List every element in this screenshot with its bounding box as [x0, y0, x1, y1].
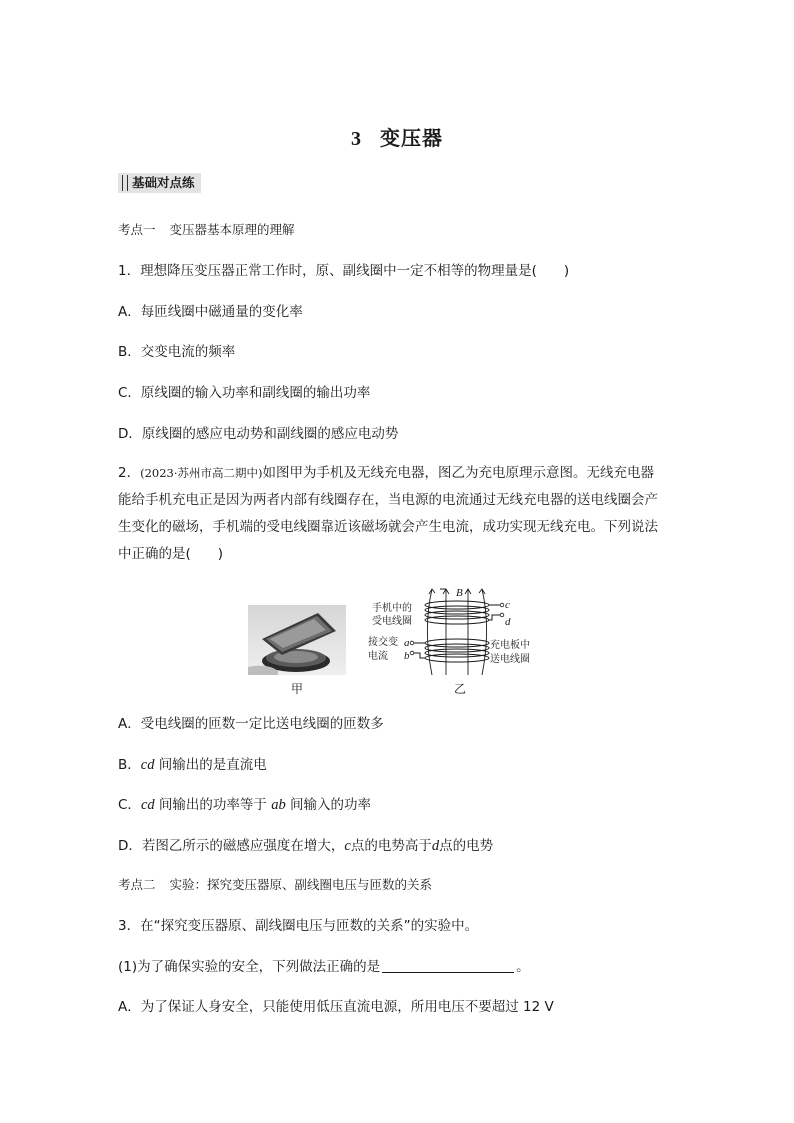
label-B: B [456, 587, 463, 599]
figure-yi [368, 585, 538, 675]
q2-option-b-var: cd [140, 757, 155, 773]
q2-option-c-var1: cd [140, 797, 155, 813]
q2-option-b-text: 间输出的是直流电 [158, 757, 267, 773]
badge-label: 基础对点练 [132, 175, 195, 190]
title-text: 变压器 [380, 126, 443, 150]
label-pad-1: 充电板中 [490, 640, 530, 651]
label-pad-2: 送电线圈 [490, 654, 530, 665]
q3-sub1-end: 。 [516, 959, 530, 975]
q2-number: 2． [118, 465, 141, 481]
coil-diagram [368, 585, 538, 675]
title-number: 3 [351, 128, 362, 150]
q3-sub1 [118, 957, 530, 977]
q1-option-d: D．原线圈的感应电动势和副线圈的感应电动势 [118, 426, 399, 442]
q2-option-b [118, 755, 267, 775]
q2-line3: 生变化的磁场，手机端的受电线圈靠近该磁场就会产生电流，成功实现无线充电。下列说法 [118, 519, 658, 535]
receiving-coil [425, 601, 500, 624]
q3-stem: 3．在“探究变压器原、副线圈电压与匝数的关系”的实验中。 [118, 918, 479, 934]
label-phone-coil-2: 受电线圈 [372, 616, 412, 627]
q2-stem [118, 460, 680, 568]
answer-blank[interactable] [382, 958, 514, 973]
q3-option-a: A．为了保证人身安全，只能使用低压直流电源，所用电压不要超过 12 V [118, 999, 554, 1015]
q2-option-d-var1: c [344, 838, 351, 854]
q2-option-b-prefix: B． [118, 757, 141, 773]
label-d: d [505, 616, 511, 628]
q2-option-a: A．受电线圈的匝数一定比送电线圈的匝数多 [118, 716, 384, 732]
section-badge [118, 173, 201, 193]
label-b: b [404, 650, 410, 662]
label-c: c [505, 599, 510, 611]
caption-jia: 甲 [291, 682, 304, 696]
label-ac-1: 接交变 [368, 637, 398, 648]
q2-option-c [118, 795, 371, 815]
badge-bars-icon [122, 175, 128, 191]
q2-option-c-text: 间输入的功率 [290, 797, 372, 813]
q1-option-c: C．原线圈的输入功率和副线圈的输出功率 [118, 385, 371, 401]
q2-option-d-text: 点的电势 [439, 838, 494, 854]
q2-option-d-var2: d [431, 838, 440, 854]
q2-option-c-prefix: C． [118, 797, 141, 813]
q2-option-c-var2: ab [271, 797, 286, 813]
section-text: 变压器基本原理的理解 [169, 222, 295, 237]
q1-option-b: B．交变电流的频率 [118, 344, 236, 360]
caption-yi: 乙 [454, 682, 467, 696]
q1-option-a: A．每匝线圈中磁通量的变化率 [118, 304, 303, 320]
section-heading-1 [118, 220, 295, 240]
section-text: 实验：探究变压器原、副线圈电压与匝数的关系 [169, 877, 433, 892]
page-title [0, 122, 794, 151]
section-heading-2 [118, 875, 432, 895]
label-a: a [404, 637, 410, 649]
q2-source: (2023·苏州市高二期中) [140, 466, 263, 480]
transmitting-coil [414, 639, 489, 662]
figure-jia [248, 605, 346, 675]
label-ac-2: 电流 [368, 651, 388, 662]
q2-option-d-mid: 点的电势高于 [350, 838, 432, 854]
label-phone-coil-1: 手机中的 [372, 603, 412, 614]
q2-option-c-mid: 间输出的功率等于 [158, 797, 267, 813]
section-label: 考点一 [118, 222, 156, 237]
q2-line1: 如图甲为手机及无线充电器，图乙为充电原理示意图。无线充电器 [262, 465, 654, 481]
q1-stem: 1．理想降压变压器正常工作时，原、副线圈中一定不相等的物理量是( ) [118, 263, 570, 279]
phone-charger-illustration [248, 605, 346, 675]
q2-line2: 能给手机充电正是因为两者内部有线圈存在，当电源的电流通过无线充电器的送电线圈会产 [118, 492, 658, 508]
q2-option-d [118, 836, 493, 856]
q2-line4: 中正确的是( ) [118, 546, 224, 562]
q2-option-d-prefix: D．若图乙所示的磁感应强度在增大， [118, 838, 345, 854]
q3-sub1-text: (1)为了确保实验的安全，下列做法正确的是 [118, 959, 381, 975]
section-label: 考点二 [118, 877, 156, 892]
